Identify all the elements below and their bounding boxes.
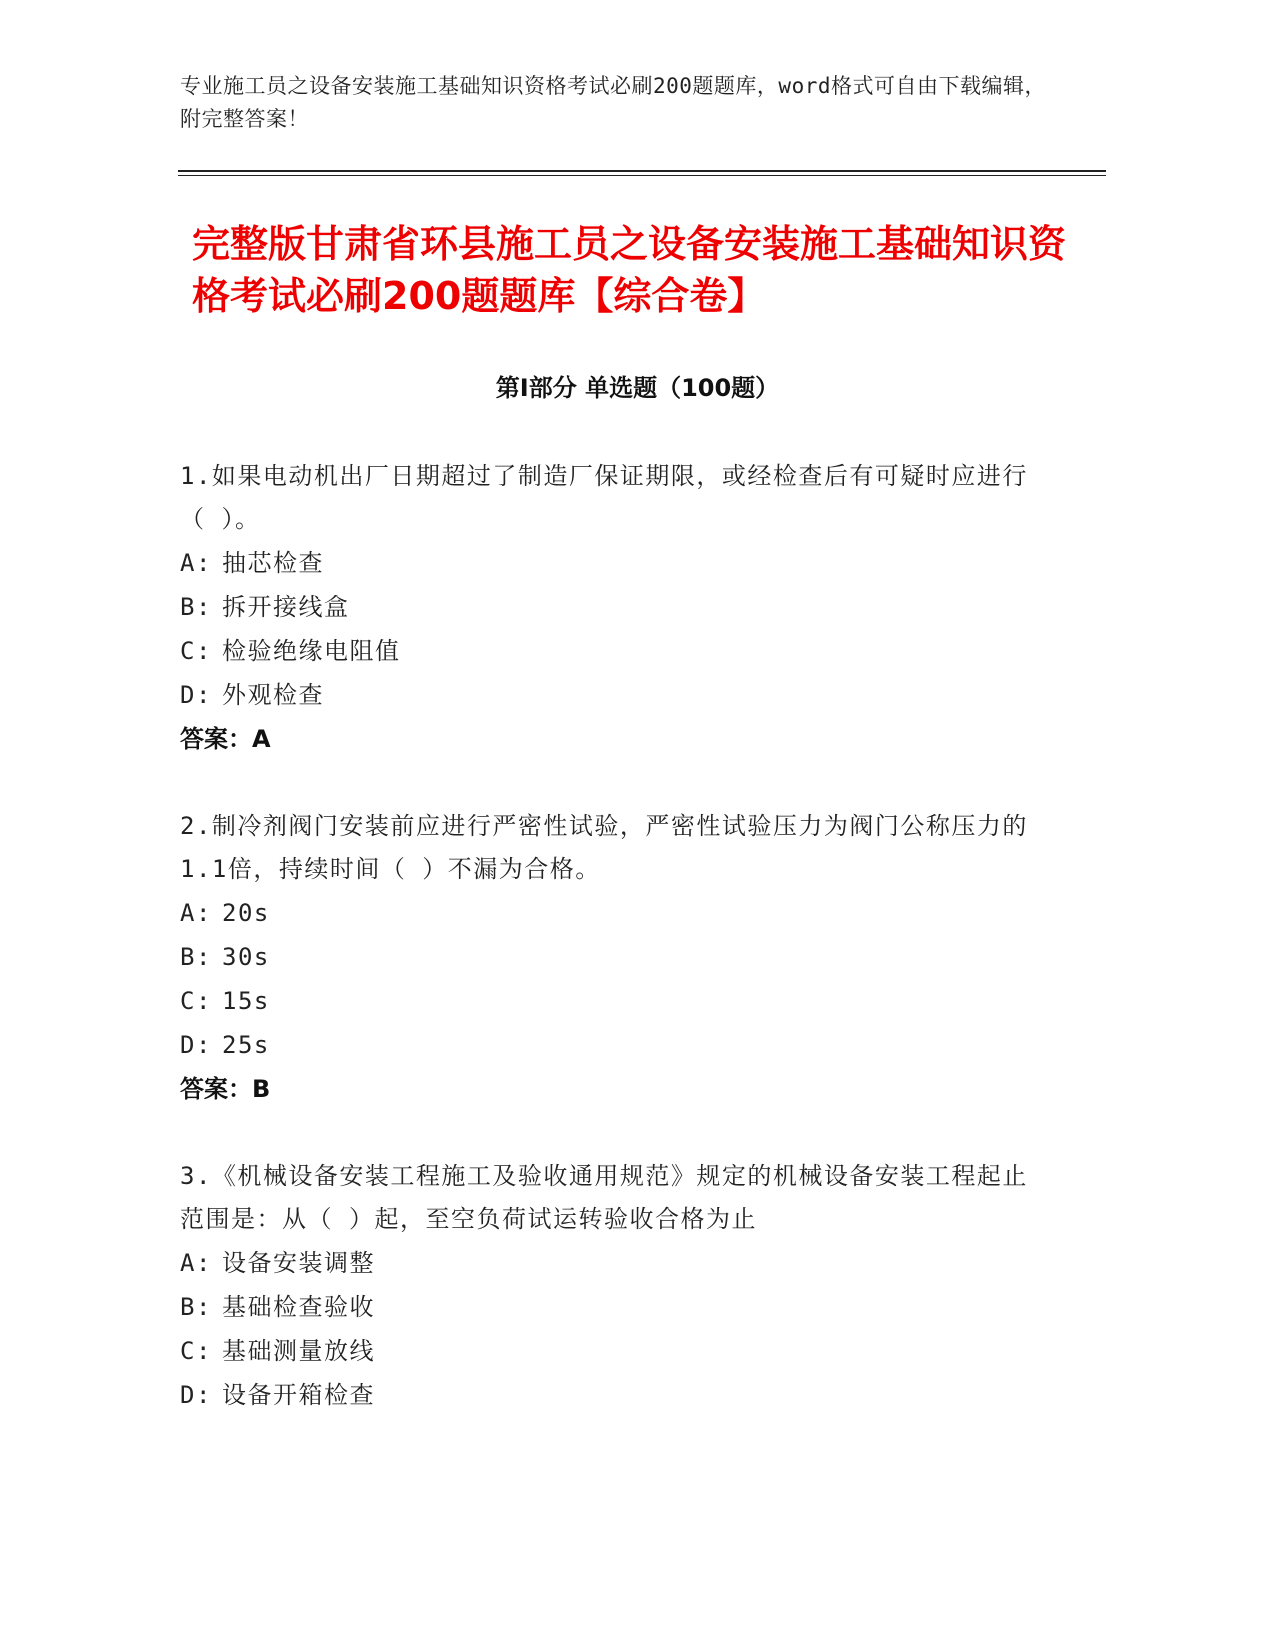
- option-c: [180, 1329, 1040, 1373]
- option-text: 抽芯检查: [222, 549, 324, 577]
- option-text: 基础测量放线: [222, 1337, 375, 1365]
- header-divider-thick: [178, 170, 1106, 172]
- answer-line: 答案：B: [180, 1075, 271, 1103]
- option-text: 20s: [222, 899, 270, 927]
- document-title: 完整版甘肃省环县施工员之设备安装施工基础知识资格考试必刷200题题库【综合卷】: [192, 222, 1067, 318]
- option-key: C:: [180, 637, 212, 665]
- option-text: 30s: [222, 943, 270, 971]
- option-c: [180, 629, 1040, 673]
- option-key: A:: [180, 899, 212, 927]
- header-divider-thin: [178, 175, 1106, 176]
- option-key: C:: [180, 987, 212, 1015]
- option-text: 15s: [222, 987, 270, 1015]
- option-text: 设备安装调整: [222, 1249, 375, 1277]
- option-key: C:: [180, 1337, 212, 1365]
- option-c: [180, 979, 1040, 1023]
- question-text: 3.《机械设备安装工程施工及验收通用规范》规定的机械设备安装工程起止范围是：从（ ）起，至空负荷试运转验收合格为止: [180, 1162, 1028, 1233]
- option-text: 基础检查验收: [222, 1293, 375, 1321]
- option-d: [180, 673, 1040, 717]
- question-text: 2.制冷剂阀门安装前应进行严密性试验，严密性试验压力为阀门公称压力的1.1倍，持续时间（ ）不漏为合格。: [180, 812, 1028, 883]
- option-b: [180, 585, 1040, 629]
- question-item: [180, 455, 1040, 761]
- option-key: D:: [180, 681, 212, 709]
- option-key: D:: [180, 1031, 212, 1059]
- option-text: 设备开箱检查: [222, 1381, 375, 1409]
- option-b: [180, 935, 1040, 979]
- option-a: [180, 1241, 1040, 1285]
- option-text: 外观检查: [222, 681, 324, 709]
- option-a: [180, 891, 1040, 935]
- question-list: [180, 455, 1040, 1461]
- question-item: [180, 1155, 1040, 1417]
- option-key: B:: [180, 593, 212, 621]
- question-item: [180, 805, 1040, 1111]
- option-text: 检验绝缘电阻值: [222, 637, 401, 665]
- option-text: 拆开接线盒: [222, 593, 350, 621]
- answer-line: 答案：A: [180, 725, 271, 753]
- option-key: B:: [180, 943, 212, 971]
- option-key: B:: [180, 1293, 212, 1321]
- option-d: [180, 1023, 1040, 1067]
- option-key: A:: [180, 549, 212, 577]
- section-title: 第Ⅰ部分 单选题（100题）: [495, 374, 780, 402]
- option-key: D:: [180, 1381, 212, 1409]
- option-b: [180, 1285, 1040, 1329]
- option-d: [180, 1373, 1040, 1417]
- option-text: 25s: [222, 1031, 270, 1059]
- option-key: A:: [180, 1249, 212, 1277]
- question-text: 1.如果电动机出厂日期超过了制造厂保证期限，或经检查后有可疑时应进行（ ）。: [180, 462, 1028, 533]
- option-a: [180, 541, 1040, 585]
- header-note: 专业施工员之设备安装施工基础知识资格考试必刷200题题库，word格式可自由下载编辑，附完整答案！: [180, 74, 1046, 131]
